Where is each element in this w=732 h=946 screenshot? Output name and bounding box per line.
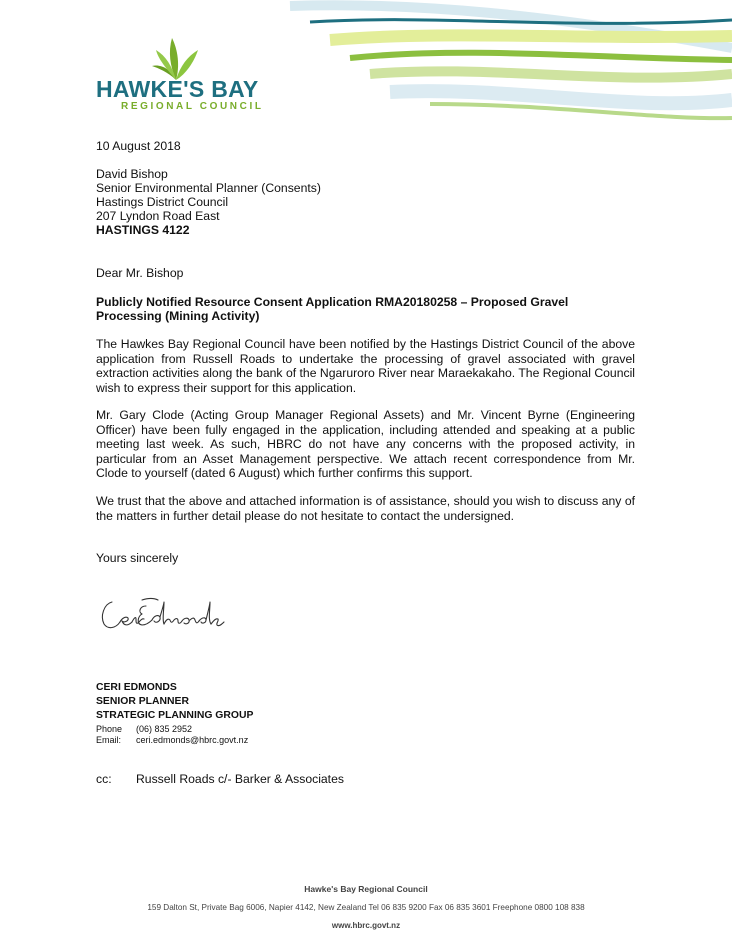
subject-line-2: Processing (Mining Activity) [96,309,260,323]
email-address: ceri.edmonds@hbrc.govt.nz [136,735,249,745]
footer-website: www.hbrc.govt.nz [331,921,401,930]
body-paragraph-2: Mr. Gary Clode (Acting Group Manager Regional Assets) and Mr. Vincent Byrne (Engineering Officer) have been fully engaged in the application, including attended and speaking at a public meeting last week. As such, HBRC do not have any concerns with the proposed activity, in particular from an Asset Management perspective. We attach recent correspondence from Mr. Clode to yourself (dated 6 August) which further confirms this support. [96,408,635,481]
closing: Yours sincerely [96,551,179,565]
signatory-title: SENIOR PLANNER [96,696,189,707]
body-paragraph-1: The Hawkes Bay Regional Council have been notified by the Hastings District Council of the above application from Russell Roads to undertake the processing of gravel associated with gravel extraction activities along the bank of the Ngaruroro River near Maraekakaho. The Regional Council wish to express their support for this application. [96,337,635,395]
recipient-name: David Bishop [96,167,168,181]
letter-date: 10 August 2018 [96,139,181,153]
signatory-group: STRATEGIC PLANNING GROUP [96,710,254,721]
recipient-org: Hastings District Council [96,195,229,209]
recipient-title: Senior Environmental Planner (Consents) [96,181,321,195]
logo-subtitle: REGIONAL COUNCIL [121,101,264,112]
handwritten-signature [98,590,248,640]
phone-number: (06) 835 2952 [136,724,193,734]
cc-recipient: Russell Roads c/- Barker & Associates [136,772,344,786]
footer-address: 159 Dalton St, Private Bag 6006, Napier 4142, New Zealand Tel 06 835 9200 Fax 06 835 3601 Freephone 0800 108 838 [147,903,585,912]
salutation: Dear Mr. Bishop [96,266,184,280]
cc-label: cc: [96,772,112,786]
body-paragraph-3: We trust that the above and attached information is of assistance, should you wish to discuss any of the matters in further detail please do not hesitate to contact the undersigned. [96,494,635,523]
subject-line-1: Publicly Notified Resource Consent Application RMA20180258 – Proposed Gravel [96,295,569,309]
header-swoosh-graphic [250,0,732,130]
phone-label: Phone [96,724,123,734]
recipient-street: 207 Lyndon Road East [96,209,220,223]
footer-org: Hawke's Bay Regional Council [304,884,428,894]
recipient-city: HASTINGS 4122 [96,223,190,237]
logo-wordmark: HAWKE'S BAY [96,76,259,102]
email-label: Email: [96,735,122,745]
signatory-name: CERI EDMONDS [96,682,177,693]
